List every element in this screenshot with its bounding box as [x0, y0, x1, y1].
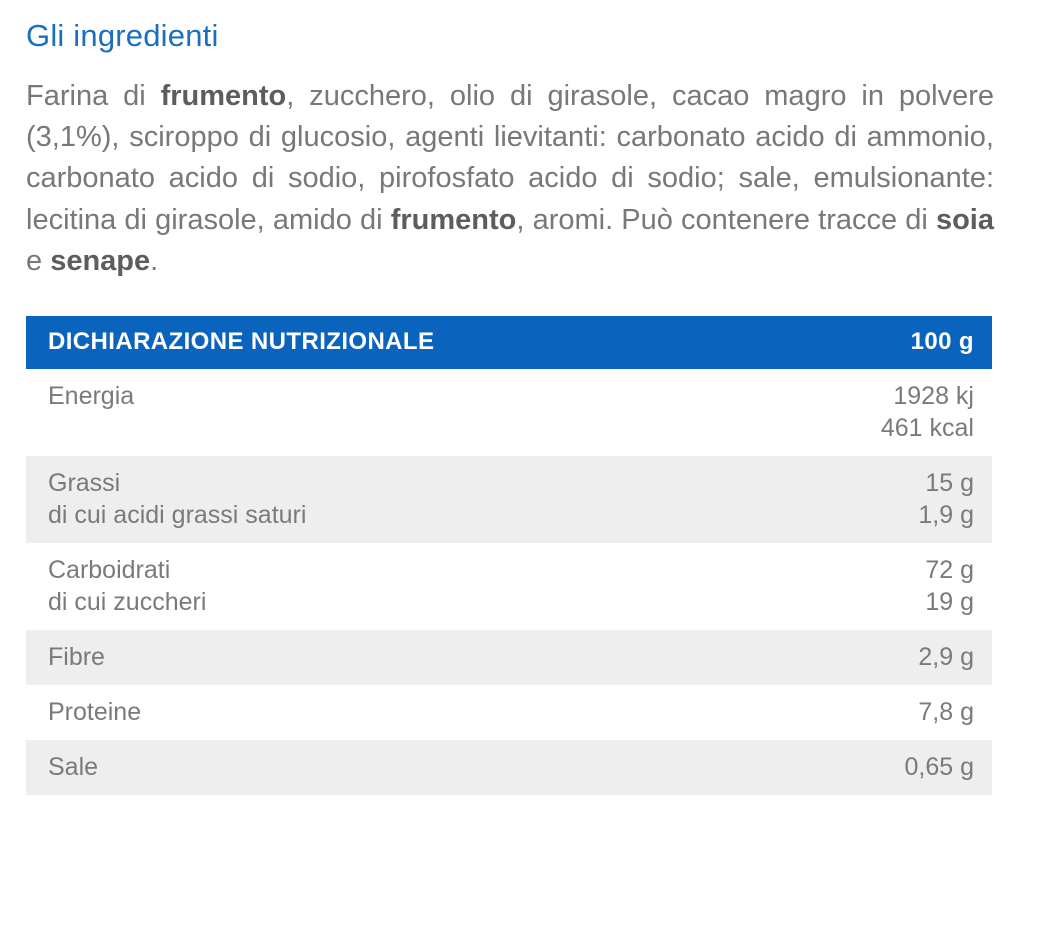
page-title: Gli ingredienti [26, 18, 219, 53]
nutrition-row-label [26, 685, 509, 740]
table-row [26, 740, 992, 795]
nutrition-row-value-main: 72 g [925, 555, 974, 584]
nutrition-row-label-main: Energia [48, 381, 135, 410]
nutrition-header-label: DICHIARAZIONE NUTRIZIONALE [48, 327, 435, 355]
table-row [26, 685, 992, 740]
nutrition-row-label-main: Fibre [48, 642, 105, 671]
nutrition-row-label [26, 369, 509, 456]
nutrition-row-value-sub: 1,9 g [918, 500, 974, 529]
table-row [26, 456, 992, 543]
nutrition-row-label [26, 543, 509, 630]
nutrition-row-value [509, 685, 992, 740]
nutrition-row-value [509, 543, 992, 630]
nutrition-row-value-main: 0,65 g [904, 752, 974, 781]
table-row [26, 369, 992, 456]
nutrition-row-label-main: Grassi [48, 468, 121, 497]
nutrition-row-value-main: 15 g [925, 468, 974, 497]
ingredients-text: Farina di frumento, zucchero, olio di girasole, cacao magro in polvere (3,1%), sciroppo di glucosio, agenti lievitanti: carbonato acido di ammonio, carbonato acido di sodio, pirofosfato acido di sodio; sale, emulsionante: lecitina di girasole, amido di frumento, aromi. Può contenere tracce di soia e senape. [26, 80, 994, 277]
nutrition-row-value-sub: 461 kcal [880, 413, 974, 442]
nutrition-row-value [509, 456, 992, 543]
nutrition-header-value: 100 g [910, 327, 974, 355]
nutrition-row-value-main: 7,8 g [918, 697, 974, 726]
nutrition-row-value [509, 630, 992, 685]
nutrition-row-label-sub: di cui acidi grassi saturi [48, 500, 307, 529]
nutrition-row-value-sub: 19 g [925, 587, 974, 616]
nutrition-row-value-main: 2,9 g [918, 642, 974, 671]
nutrition-row-label [26, 740, 509, 795]
nutrition-row-value [509, 740, 992, 795]
nutrition-table-header-row [26, 316, 992, 369]
nutrition-row-label-sub: di cui zuccheri [48, 587, 207, 616]
table-row [26, 630, 992, 685]
nutrition-row-label-main: Sale [48, 752, 99, 781]
nutrition-table [26, 316, 992, 795]
table-row [26, 543, 992, 630]
nutrition-table-body [26, 316, 992, 795]
nutrition-row-label [26, 630, 509, 685]
nutrition-row-label [26, 456, 509, 543]
nutrition-row-value-main: 1928 kj [893, 381, 974, 410]
nutrition-row-label-main: Carboidrati [48, 555, 171, 584]
nutrition-row-value [509, 369, 992, 456]
nutrition-row-label-main: Proteine [48, 697, 142, 726]
